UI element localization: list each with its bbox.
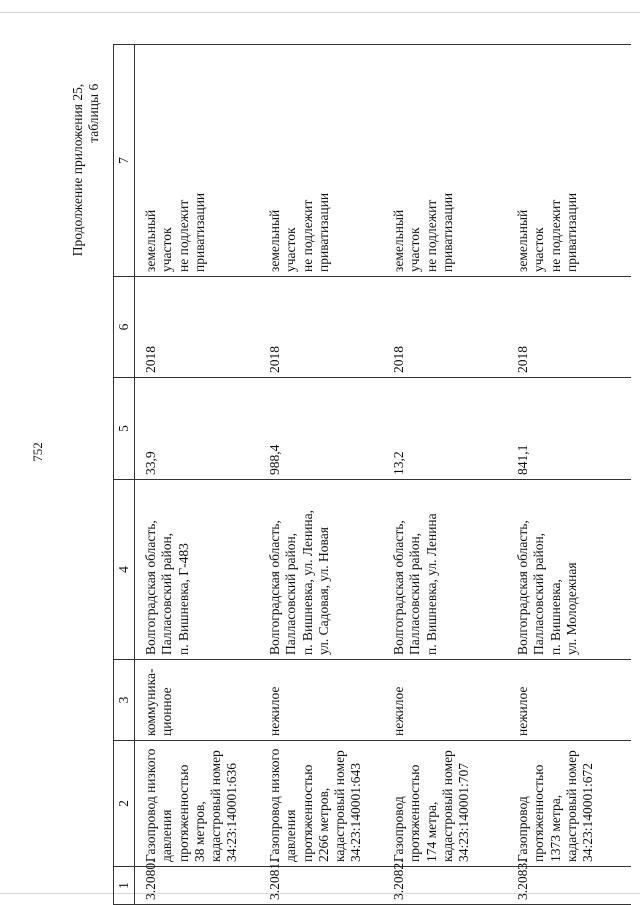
row-number: 3.2082.: [383, 867, 507, 905]
object-name: Газопровод протяженностью 1373 метра, кадастровый номер 34:23:140001:672: [507, 741, 631, 867]
table-row: [383, 45, 507, 905]
col-header-6: 6: [114, 277, 135, 378]
object-name: Газопровод низкого давления протяженностью 38 метров, кадастровый номер 34:23:140001:636: [135, 741, 260, 867]
scan-line-top: [0, 12, 640, 13]
col-header-7: 7: [114, 45, 135, 277]
object-note: земельный участок не подлежит приватизации: [507, 45, 631, 277]
caption-line-1: Продолжение приложения 25,: [70, 83, 85, 257]
object-address: Волгоградская область, Палласовский район, п. Вишневка, ул. Молодежная: [507, 480, 631, 660]
object-address: Волгоградская область, Палласовский район, п. Вишневка, Г-483: [135, 480, 260, 660]
table-wrapper: [113, 45, 633, 905]
row-number: 3.2080.: [135, 867, 260, 905]
object-value: 13,2: [383, 378, 507, 480]
object-year: 2018: [507, 277, 631, 378]
object-value: 33,9: [135, 378, 260, 480]
object-address: Волгоградская область, Палласовский район, п. Вишневка, ул. Ленина: [383, 480, 507, 660]
col-header-1: 1: [114, 867, 135, 905]
col-header-2: 2: [114, 741, 135, 867]
object-address: Волгоградская область, Палласовский район, п. Вишневка, ул. Ленина, ул. Садовая, ул. Новая: [259, 480, 383, 660]
object-note: земельный участок не подлежит приватизации: [135, 45, 260, 277]
object-note: земельный участок не подлежит приватизации: [259, 45, 383, 277]
object-year: 2018: [259, 277, 383, 378]
object-note: земельный участок не подлежит приватизации: [383, 45, 507, 277]
object-value: 841,1: [507, 378, 631, 480]
table-row: [507, 45, 631, 905]
header-row: [114, 45, 135, 905]
property-table: [113, 44, 631, 905]
page-number: 752: [30, 442, 45, 462]
col-header-4: 4: [114, 480, 135, 660]
object-name: Газопровод протяженностью 174 метра, кадастровый номер 34:23:140001:707: [383, 741, 507, 867]
object-year: 2018: [135, 277, 260, 378]
table-caption: [70, 84, 102, 256]
rotated-table: [113, 45, 633, 905]
table-row: [259, 45, 383, 905]
col-header-3: 3: [114, 660, 135, 741]
row-number: 3.2083.: [507, 867, 631, 905]
object-purpose: коммуника- ционное: [135, 660, 260, 741]
row-number: 3.2081.: [259, 867, 383, 905]
table-row: [135, 45, 260, 905]
object-purpose: нежилое: [507, 660, 631, 741]
object-name: Газопровод низкого давления протяженностью 2266 метров, кадастровый номер 34:23:140001:643: [259, 741, 383, 867]
object-value: 988,4: [259, 378, 383, 480]
object-purpose: нежилое: [383, 660, 507, 741]
object-purpose: нежилое: [259, 660, 383, 741]
caption-line-2: таблицы 6: [86, 83, 101, 143]
object-year: 2018: [383, 277, 507, 378]
col-header-5: 5: [114, 378, 135, 480]
